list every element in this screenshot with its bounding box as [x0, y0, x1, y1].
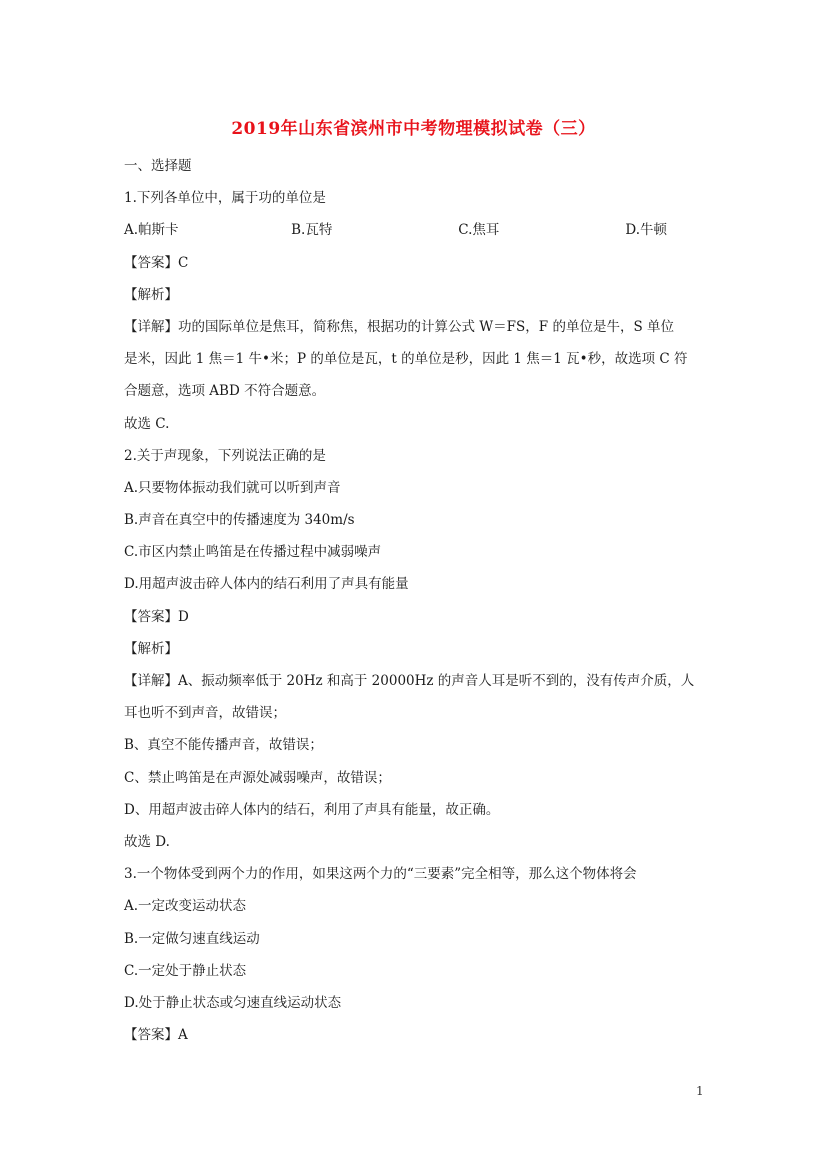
question-2-detail-line: C、禁止鸣笛是在声源处减弱噪声，故错误；: [124, 769, 391, 786]
question-1-stem: 1.下列各单位中，属于功的单位是: [124, 190, 326, 207]
question-1-detail-line: 合题意，选项 ABD 不符合题意。: [124, 383, 326, 400]
question-3-stem: 3.一个物体受到两个力的作用，如果这两个力的“三要素”完全相等，那么这个物体将会: [124, 866, 637, 883]
question-3-option-d: D.处于静止状态或匀速直线运动状态: [124, 994, 342, 1011]
question-1-detail-line: 是米，因此 1 焦＝1 牛•米；P 的单位是瓦，t 的单位是秒，因此 1 焦＝1 瓦•秒，故选项 C 符: [124, 351, 688, 368]
question-1-option-d: D.牛顿: [625, 222, 668, 239]
question-2-detail-line: 耳也听不到声音，故错误；: [124, 705, 286, 722]
question-3-option-b: B.一定做匀速直线运动: [124, 930, 260, 947]
question-3-option-c: C.一定处于静止状态: [124, 962, 247, 979]
question-2-answer: 【答案】D: [124, 608, 189, 625]
question-3-option-a: A.一定改变运动状态: [124, 898, 247, 915]
question-2-conclusion: 故选 D.: [124, 833, 170, 850]
question-2-detail-line: D、用超声波击碎人体内的结石，利用了声具有能量，故正确。: [124, 801, 500, 818]
question-2-option-c: C.市区内禁止鸣笛是在传播过程中减弱噪声: [124, 544, 382, 561]
question-1-analysis-label: 【解析】: [124, 286, 178, 303]
question-1-option-a: A.帕斯卡: [124, 222, 179, 239]
question-1-option-c: C.焦耳: [458, 222, 500, 239]
page-title: 2019年山东省滨州市中考物理模拟试卷（三）: [231, 119, 596, 139]
question-2-option-b: B.声音在真空中的传播速度为 340m/s: [124, 512, 355, 529]
question-2-option-d: D.用超声波击碎人体内的结石利用了声具有能量: [124, 576, 409, 593]
question-2-detail-line: 【详解】A、振动频率低于 20Hz 和高于 20000Hz 的声音人耳是听不到的，没有传声介质，人: [124, 673, 695, 689]
document-body: [124, 150, 704, 1051]
section-heading: 一、选择题: [124, 158, 192, 174]
question-1-option-b: B.瓦特: [291, 222, 333, 239]
question-2-detail-line: B、真空不能传播声音，故错误；: [124, 737, 323, 754]
question-1-conclusion: 故选 C.: [124, 415, 170, 432]
question-2-option-a: A.只要物体振动我们就可以听到声音: [124, 479, 341, 496]
question-1-detail-line: 【详解】功的国际单位是焦耳，简称焦，根据功的计算公式 W＝FS，F 的单位是牛，S 单位: [124, 318, 674, 335]
question-2-stem: 2.关于声现象，下列说法正确的是: [124, 447, 326, 464]
question-2-analysis-label: 【解析】: [124, 640, 178, 657]
question-1-options: [124, 214, 704, 246]
page-number: 1: [696, 1084, 704, 1098]
question-1-answer: 【答案】C: [124, 254, 189, 271]
question-3-answer: 【答案】A: [124, 1027, 188, 1044]
